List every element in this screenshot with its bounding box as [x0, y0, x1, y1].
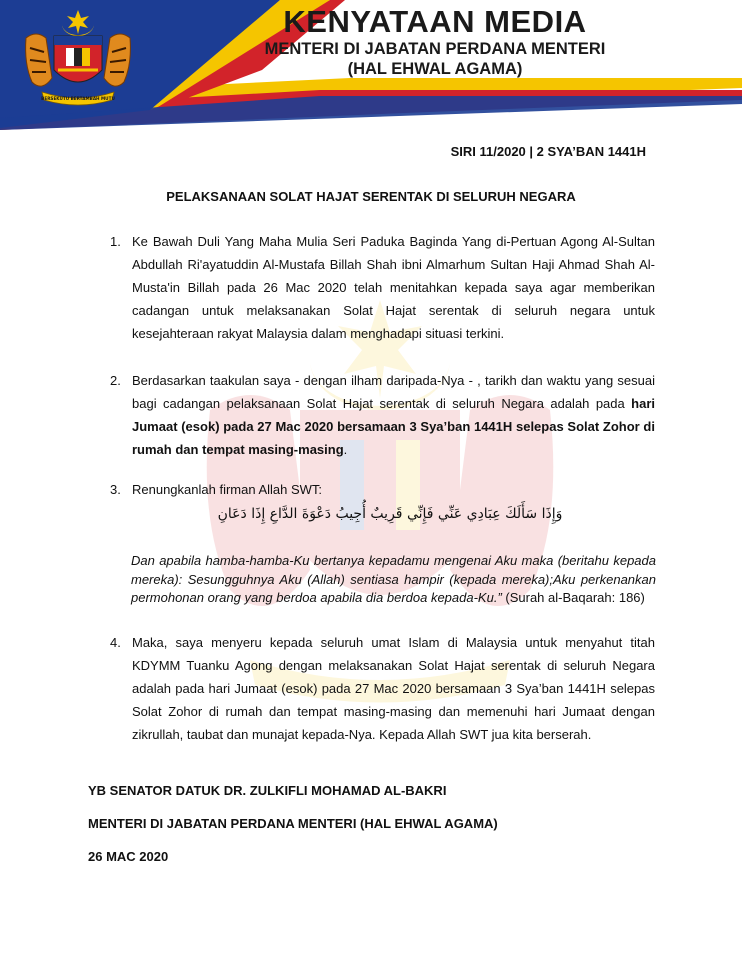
paragraph-number: 3. — [110, 482, 121, 497]
coat-of-arms-icon — [22, 8, 134, 108]
header-subtitle-2: (HAL EHWAL AGAMA) — [347, 60, 523, 78]
reference-number: SIRI 11/2020 | 2 SYA’BAN 1441H — [450, 144, 646, 159]
crest-motto: BERSEKUTU BERTAMBAH MUTU — [41, 96, 115, 101]
paragraph-2 — [110, 369, 655, 461]
signatory-name: YB SENATOR DATUK DR. ZULKIFLI MOHAMAD AL-BAKRI — [88, 783, 447, 798]
paragraph-text: Renungkanlah firman Allah SWT: — [132, 482, 323, 497]
header-title: KENYATAAN MEDIA — [283, 4, 587, 39]
paragraph-number: 2. — [110, 373, 121, 388]
paragraph-text — [132, 369, 655, 461]
quran-verse: وَإِذَا سَأَلَكَ عِبَادِي عَنِّي فَإِنِّي قَرِيبٌ أُجِيبُ دَعْوَةَ الدَّاعِ إِذَا دَعَانِ — [217, 506, 563, 522]
paragraph-number: 4. — [110, 635, 121, 650]
paragraph-text: Maka, saya menyeru kepada seluruh umat Islam di Malaysia untuk menyahut titah KDYMM Tuanku Agong dengan melaksanakan Solat Hajat serentak di seluruh Negara adalah pada hari Jumaat (esok) pada 27 Mac 2020 bersamaan 3 Sya’ban 1441H selepas Solat Zohor di rumah dan tempat masing-masing dan memenuhi hari Jumaat dengan zikrullah, taubat dan munajat kepada-Nya. Kepada Allah SWT jua kita berserah. — [132, 635, 655, 742]
signatory-position: MENTERI DI JABATAN PERDANA MENTERI (HAL EHWAL AGAMA) — [88, 816, 498, 831]
paragraph-4 — [110, 631, 655, 746]
translation-italic: Dan apabila hamba-hamba-Ku bertanya kepadamu mengenai Aku maka (beritahu kepada mereka): Sesungguhnya Aku (Allah) sentiasa hampir (kepada mereka);Aku perkenankan permohonan orang yang berdoa apabila dia berdoa kepada-Ku.” — [131, 553, 656, 605]
paragraph-text: Ke Bawah Duli Yang Maha Mulia Seri Paduka Baginda Yang di-Pertuan Agong Al-Sultan Abdullah Ri'ayatuddin Al-Mustafa Billah Shah ibni Almarhum Sultan Haji Ahmad Shah Al-Musta'in Billah pada 26 Mac 2020 telah menitahkan kepada saya agar memberikan cadangan untuk melaksanakan Solat Hajat serentak di seluruh negara untuk kesejahteraan rakyat Malaysia dalam menghadapi situasi terkini. — [132, 234, 655, 341]
paragraph-text-plain: Berdasarkan taakulan saya - dengan ilham daripada-Nya - , tarikh dan waktu yang sesuai bagi cadangan pelaksanaan Solat Hajat serentak di seluruh Negara adalah pada — [132, 373, 655, 411]
header-subtitle-1: MENTERI DI JABATAN PERDANA MENTERI — [264, 40, 606, 58]
header-banner — [0, 0, 742, 130]
paragraph-1 — [110, 230, 655, 345]
document-title: PELAKSANAAN SOLAT HAJAT SERENTAK DI SELURUH NEGARA — [166, 189, 576, 204]
paragraph-text-bold: hari Jumaat (esok) pada 27 Mac 2020 bersamaan 3 Sya’ban 1441H selepas Solat Zohor di rumah dan tempat masing-masing — [132, 396, 655, 457]
paragraph-number: 1. — [110, 234, 121, 249]
statement-date: 26 MAC 2020 — [88, 849, 169, 864]
translation-reference: (Surah al-Baqarah: 186) — [501, 590, 645, 605]
paragraph-text-end: . — [343, 442, 348, 457]
verse-translation — [131, 552, 656, 608]
paragraph-3 — [110, 478, 655, 501]
